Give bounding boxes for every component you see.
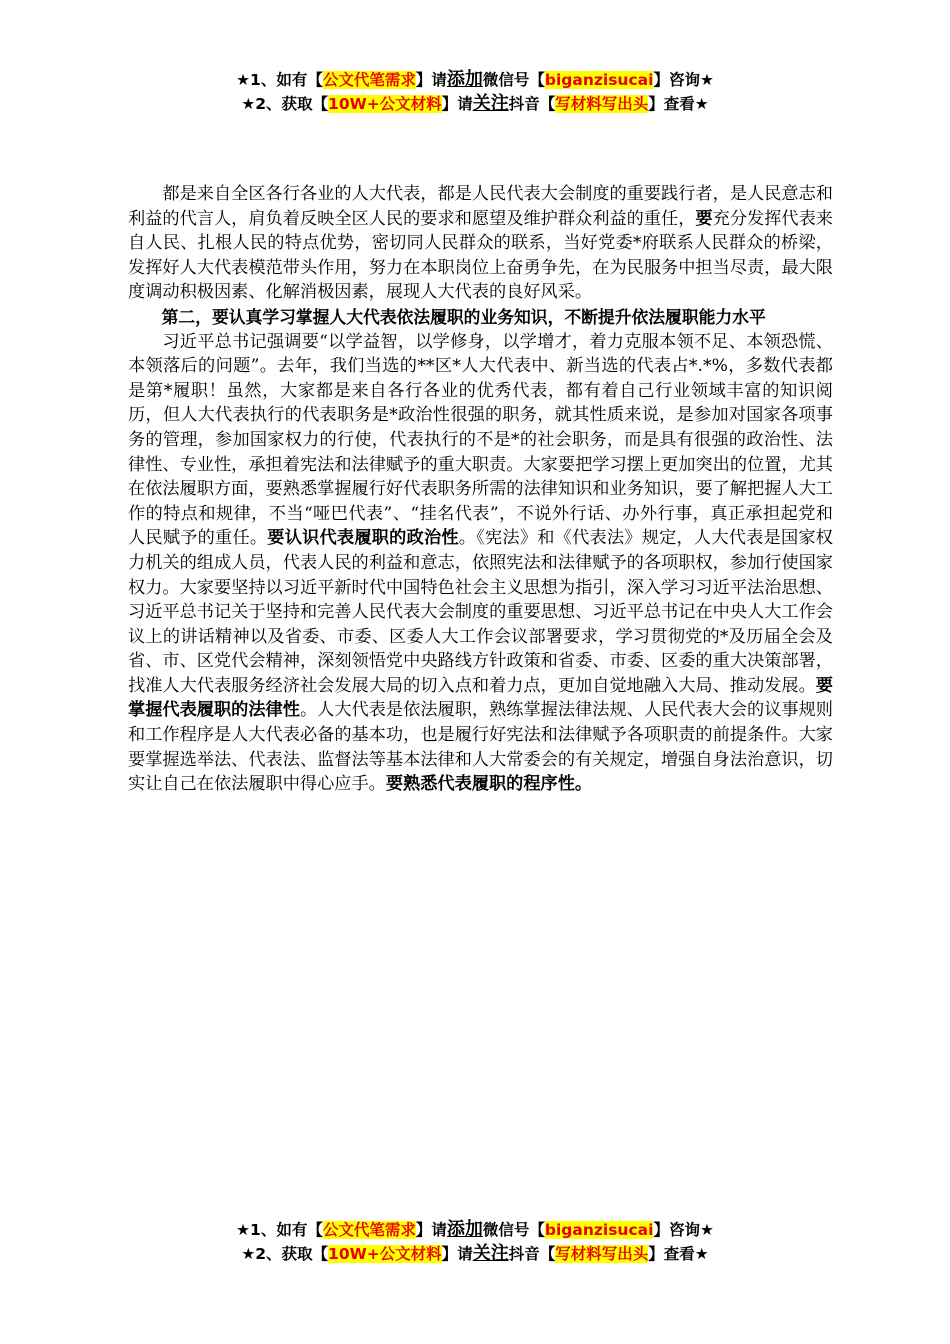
bold-political: 要认识代表履职的政治性	[267, 528, 459, 549]
header-banner	[0, 68, 950, 116]
banner-line-1: ★1、如有【公文代笔需求】请添加微信号【biganzisucai】咨询★	[236, 69, 714, 90]
highlight-wechat-id: biganzisucai	[544, 71, 654, 89]
bold-legal: 要掌握代表履职的法律性	[128, 675, 833, 721]
section-heading-2: 第二，要认真学习掌握人大代表依法履职的业务知识，不断提升依法履职能力水平	[161, 306, 766, 327]
document-body	[128, 182, 833, 797]
bold-procedural: 要熟悉代表履职的程序性。	[385, 774, 593, 795]
emphasis-follow: 关注	[472, 93, 509, 114]
paragraph-3: 习近平总书记强调要“以学益智，以学修身，以学增才，着力克服本领不足、本领恐慌、本领落后的问题”。去年，我们当选的**区*人大代表中、新当选的代表占*.*%，多数代表都是第*履职！虽然，大家都是来自各行各业的优秀代表，都有着自己行业领域丰富的知识阅历，但人大代表执行的代表职务是*政治性很强的职务，就其性质来说，是参加对国家各项事务的管理，参加国家权力的行使，代表执行的不是*的社会职务，而是具有很强的政治性、法律性、专业性，承担着宪法和法律赋予的重大职责。大家要把学习摆上更加突出的位置，尤其在依法履职方面，要熟悉掌握履行好代表职务所需的法律知识和业务知识，要了解把握人大工作的特点和规律，不当“哑巴代表”、“挂名代表”，不说外行话、办外行事，真正承担起党和人民赋予的重任。要认识代表履职的政治性。《宪法》和《代表法》规定，人大代表是国家权力机关的组成人员，代表人民的利益和意志，依照宪法和法律赋予的各项职权，参加行使国家权力。大家要坚持以习近平新时代中国特色社会主义思想为指引，深入学习习近平法治思想、习近平总书记关于坚持和完善人民代表大会制度的重要思想、习近平总书记在中央人大工作会议上的讲话精神以及省委、市委、区委人大工作会议部署要求，学习贯彻党的*及历届全会及省、市、区党代会精神，深刻领悟党中央路线方针政策和省委、市委、区委的重大决策部署，找准人大代表服务经济社会发展大局的切入点和着力点，更加自觉地融入大局、推动发展。要掌握代表履职的法律性。人大代表是依法履职，熟练掌握法律法规、人民代表大会的议事规则和工作程序是人大代表必备的基本功，也是履行好宪法和法律赋予各项职责的前提条件。大家要掌握选举法、代表法、监督法等基本法律和人大常委会的有关规定，增强自身法治意识，切实让自己在依法履职中得心应手。要熟悉代表履职的程序性。	[128, 331, 833, 795]
footer-line-1: ★1、如有【公文代笔需求】请添加微信号【biganzisucai】咨询★	[236, 1219, 714, 1240]
footer-banner	[0, 1218, 950, 1266]
highlight-douyin: 写材料写出头	[555, 95, 649, 113]
paragraph-1: 都是来自全区各行各业的人大代表，都是人民代表大会制度的重要践行者，是人民意志和利益的代言人，肩负着反映全区人民的要求和愿望及维护群众利益的重任，要充分发挥代表来自人民、扎根人民的特点优势，密切同人民群众的联系，当好党委*府联系人民群众的桥梁，发挥好人大代表模范带头作用，努力在本职岗位上奋勇争先，在为民服务中担当尽责，最大限度调动积极因素、化解消极因素，展现人大代表的良好风采。	[128, 184, 833, 303]
highlight-materials: 10W+公文材料	[328, 95, 442, 113]
banner-line-2: ★2、获取【10W+公文材料】请关注抖音【写材料写出头】查看★	[241, 93, 709, 114]
footer-line-2: ★2、获取【10W+公文材料】请关注抖音【写材料写出头】查看★	[241, 1243, 709, 1264]
emphasis-add: 添加	[446, 69, 483, 90]
highlight-service: 公文代笔需求	[322, 71, 416, 89]
